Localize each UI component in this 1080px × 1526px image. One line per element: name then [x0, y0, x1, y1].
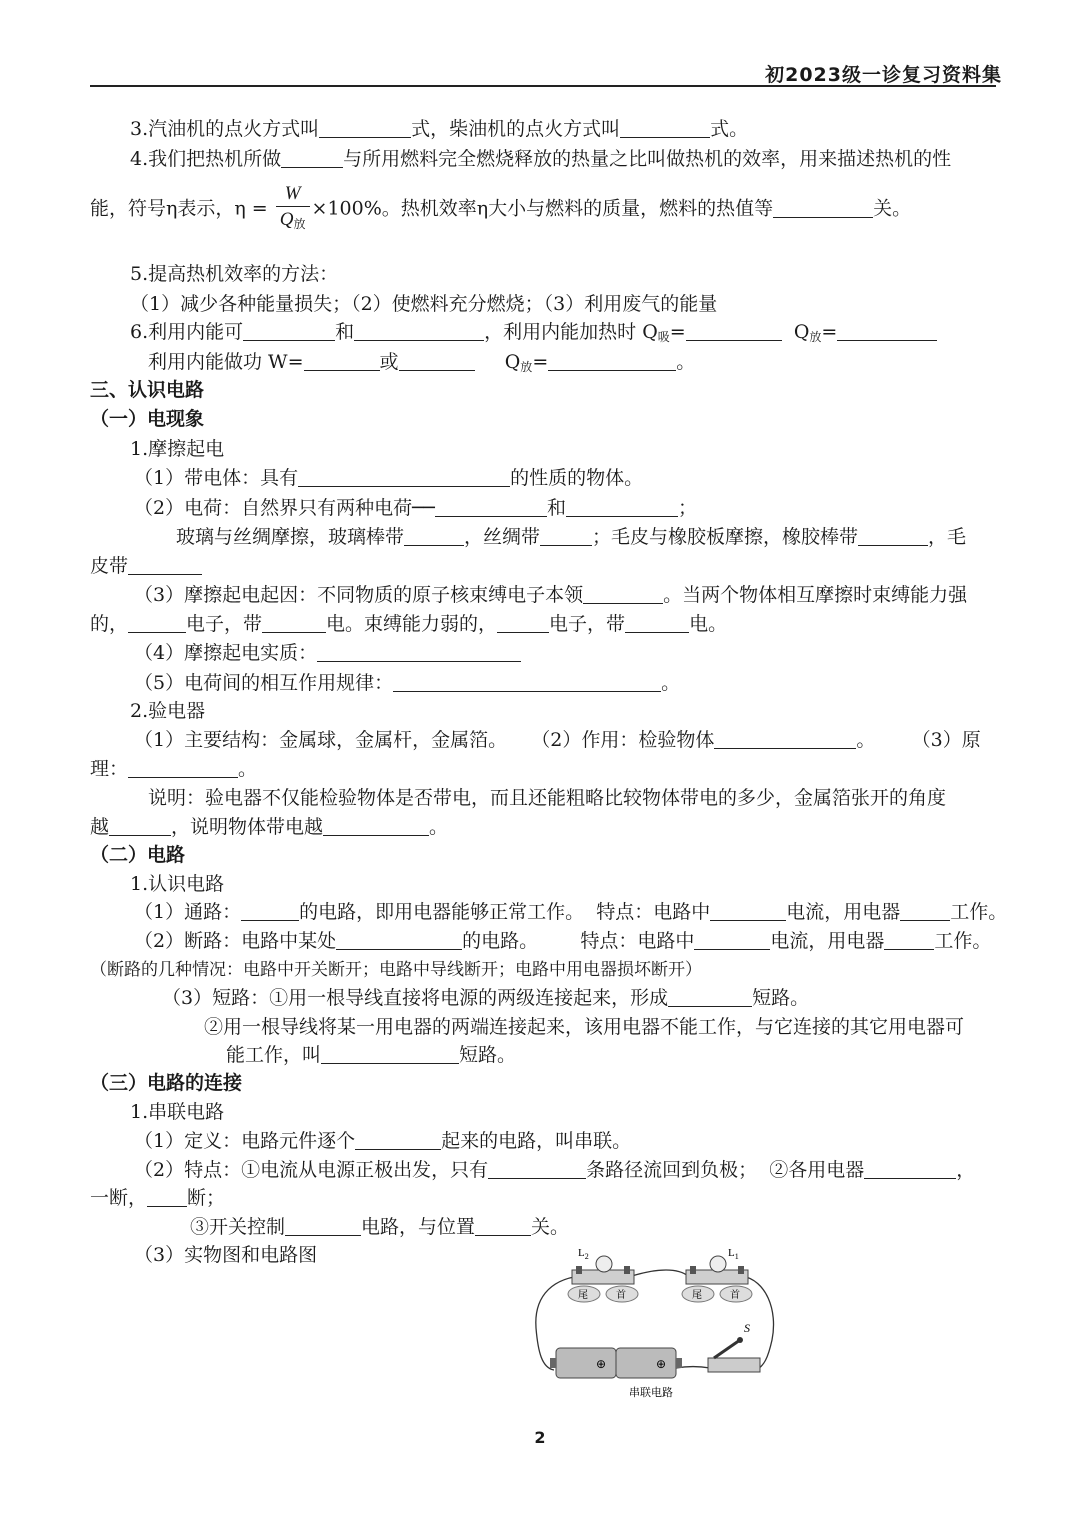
wire-middle — [632, 1270, 688, 1276]
item-4-line2: 能，符号η表示，η = $\frac{W}{Q_放}$ ×100%。热机效率η大小与燃料的质量，燃料的热值等 关。 — [90, 182, 911, 237]
rubbing-line4: 皮带 — [90, 554, 202, 578]
blank[interactable] — [128, 759, 238, 778]
circuit-line5: ②用一根导线将某一用电器的两端连接起来，该用电器不能工作，与它连接的其它用电器可 — [204, 1016, 965, 1038]
series-line4: ③开关控制 电路，与位置 关。 — [190, 1216, 570, 1238]
blank[interactable] — [668, 988, 752, 1007]
blank[interactable] — [435, 498, 547, 517]
blank[interactable] — [393, 673, 661, 692]
blank[interactable] — [864, 1160, 956, 1179]
blank[interactable] — [475, 1217, 531, 1236]
blank[interactable] — [241, 902, 299, 921]
rubbing-title: 1.摩擦起电 — [130, 438, 225, 460]
electroscope-line2: 理： 。 — [90, 758, 258, 780]
switch — [708, 1337, 760, 1372]
battery-plus-2: ⊕ — [656, 1357, 667, 1371]
blank[interactable] — [147, 1188, 187, 1207]
subsection-2-title: （二）电路 — [90, 844, 186, 866]
blank[interactable] — [620, 119, 710, 138]
blank[interactable] — [317, 643, 521, 662]
rubbing-line8: （5）电荷间的相互作用规律： 。 — [134, 672, 681, 694]
battery-plus-1: ⊕ — [596, 1357, 607, 1371]
blank[interactable] — [773, 199, 873, 218]
rubbing-line1: （1）带电体：具有 的性质的物体。 — [134, 467, 644, 489]
item-6-line1: 6.利用内能可 和 ，利用内能加热时 $Q_吸= Q_放=$ — [130, 320, 937, 349]
page-number: 2 — [534, 1428, 546, 1447]
blank[interactable] — [399, 352, 475, 371]
circuit-line2: （2）断路：电路中某处 的电路。 特点：电路中 电流，用电器 工作。 — [134, 930, 992, 952]
series-line2: （2）特点：①电流从电源正极出发，只有 条路径流回到负极； ②各用电器 ， — [134, 1159, 976, 1181]
blank[interactable] — [321, 1045, 459, 1064]
lamp-l2-tail-label: 尾 — [578, 1290, 588, 1301]
circuit-line6: 能工作，叫 短路。 — [226, 1044, 517, 1066]
lamp-l2-subscript: 2 — [584, 1252, 589, 1261]
blank[interactable] — [323, 817, 429, 836]
blank[interactable] — [285, 1217, 361, 1236]
blank[interactable] — [714, 730, 856, 749]
blank[interactable] — [109, 817, 171, 836]
blank[interactable] — [262, 614, 326, 633]
blank[interactable] — [566, 498, 678, 517]
blank[interactable] — [497, 614, 549, 633]
blank[interactable] — [404, 527, 464, 546]
blank[interactable] — [625, 614, 689, 633]
blank[interactable] — [694, 931, 770, 950]
blank[interactable] — [837, 322, 937, 341]
blank[interactable] — [686, 322, 782, 341]
blank[interactable] — [540, 527, 592, 546]
blank[interactable] — [355, 1131, 441, 1150]
circuit-line1: （1）通路： 的电路，即用电器能够正常工作。 特点：电路中 电流，用电器 工作。 — [134, 901, 1008, 923]
item-5-title: 5.提高热机效率的方法： — [130, 263, 339, 285]
item-4-line1: 4.我们把热机所做 与所用燃料完全燃烧释放的热量之比叫做热机的效率，用来描述热机的性 — [130, 148, 952, 170]
electroscope-line1: （1）主要结构：金属球，金属杆，金属箔。 （2）作用：检验物体 。 （3）原 — [134, 729, 981, 751]
switch-label: S — [744, 1321, 750, 1335]
svg-text:L2 — [578, 1247, 589, 1261]
svg-text:L1 — [728, 1247, 739, 1261]
series-line3: 一断， 断； — [90, 1187, 226, 1209]
rubbing-line6: 的， 电子，带 电。束缚能力弱的， 电子，带 电。 — [90, 613, 728, 635]
figure-caption: 串联电路 — [629, 1386, 673, 1399]
blank[interactable] — [336, 931, 462, 950]
blank[interactable] — [304, 352, 380, 371]
subsection-1-title: （一）电现象 — [90, 408, 205, 430]
blank[interactable] — [858, 527, 928, 546]
electroscope-title: 2.验电器 — [130, 700, 206, 722]
blank[interactable] — [900, 902, 950, 921]
blank[interactable] — [298, 468, 510, 487]
lamp-l1-subscript: 1 — [734, 1252, 739, 1261]
lamp-l2-head-label: 首 — [616, 1290, 626, 1301]
blank[interactable] — [488, 1160, 586, 1179]
subsection-3-title: （三）电路的连接 — [90, 1072, 243, 1094]
blank[interactable] — [548, 352, 676, 371]
circuit-line3: （断路的几种情况：电路中开关断开；电路中导线断开；电路中用电器损坏断开） — [90, 960, 702, 980]
series-line1: （1）定义：电路元件逐个 起来的电路，叫串联。 — [134, 1130, 632, 1152]
page-header-title: 初2023级一诊复习资料集 — [765, 64, 1002, 86]
circuit-title: 1.认识电路 — [130, 873, 225, 895]
section-3-title: 三、认识电路 — [90, 379, 205, 401]
blank[interactable] — [128, 614, 186, 633]
item-5-methods: （1）减少各种能量损失；（2）使燃料充分燃烧；（3）利用废气的能量 — [130, 293, 718, 315]
efficiency-formula: $\frac{W}{Q_放}$ — [276, 182, 310, 237]
blank[interactable] — [128, 556, 202, 575]
blank[interactable] — [354, 322, 484, 341]
blank[interactable] — [243, 322, 335, 341]
lamp-l1-label: L — [728, 1247, 735, 1259]
blank[interactable] — [319, 119, 411, 138]
blank[interactable] — [710, 902, 786, 921]
electroscope-line3: 说明：验电器不仅能检验物体是否带电，而且还能粗略比较物体带电的多少，金属箔张开的角度 — [148, 787, 947, 809]
series-circuit-figure — [528, 1240, 778, 1400]
lamp-l2-label: L — [578, 1247, 585, 1259]
item-3: 3.汽油机的点火方式叫 式，柴油机的点火方式叫 式。 — [130, 118, 749, 140]
lamp-l1-tail-label: 尾 — [692, 1290, 702, 1301]
lamp-l1-head-label: 首 — [730, 1290, 740, 1301]
series-line5: （3）实物图和电路图 — [134, 1244, 318, 1266]
blank[interactable] — [583, 585, 663, 604]
rubbing-line5: （3）摩擦起电起因：不同物质的原子核束缚电子本领 。当两个物体相互摩擦时束缚能力强 — [134, 584, 968, 606]
header-divider — [90, 85, 996, 87]
series-title: 1.串联电路 — [130, 1101, 225, 1123]
rubbing-line2: （2）电荷：自然界只有两种电荷── 和 ； — [134, 497, 697, 519]
rubbing-line3: 玻璃与丝绸摩擦，玻璃棒带 ，丝绸带 ；毛皮与橡胶板摩擦，橡胶棒带 ，毛 — [176, 526, 967, 548]
blank[interactable] — [281, 149, 343, 168]
blank[interactable] — [884, 931, 934, 950]
electroscope-line4: 越 ，说明物体带电越 。 — [90, 816, 449, 838]
rubbing-line7: （4）摩擦起电实质： — [134, 641, 521, 665]
item-6-line2: 利用内能做功 W= 或 $Q_放=$ 。 — [148, 351, 696, 374]
circuit-line4: （3）短路：①用一根导线直接将电源的两级连接起来，形成 短路。 — [162, 987, 810, 1009]
